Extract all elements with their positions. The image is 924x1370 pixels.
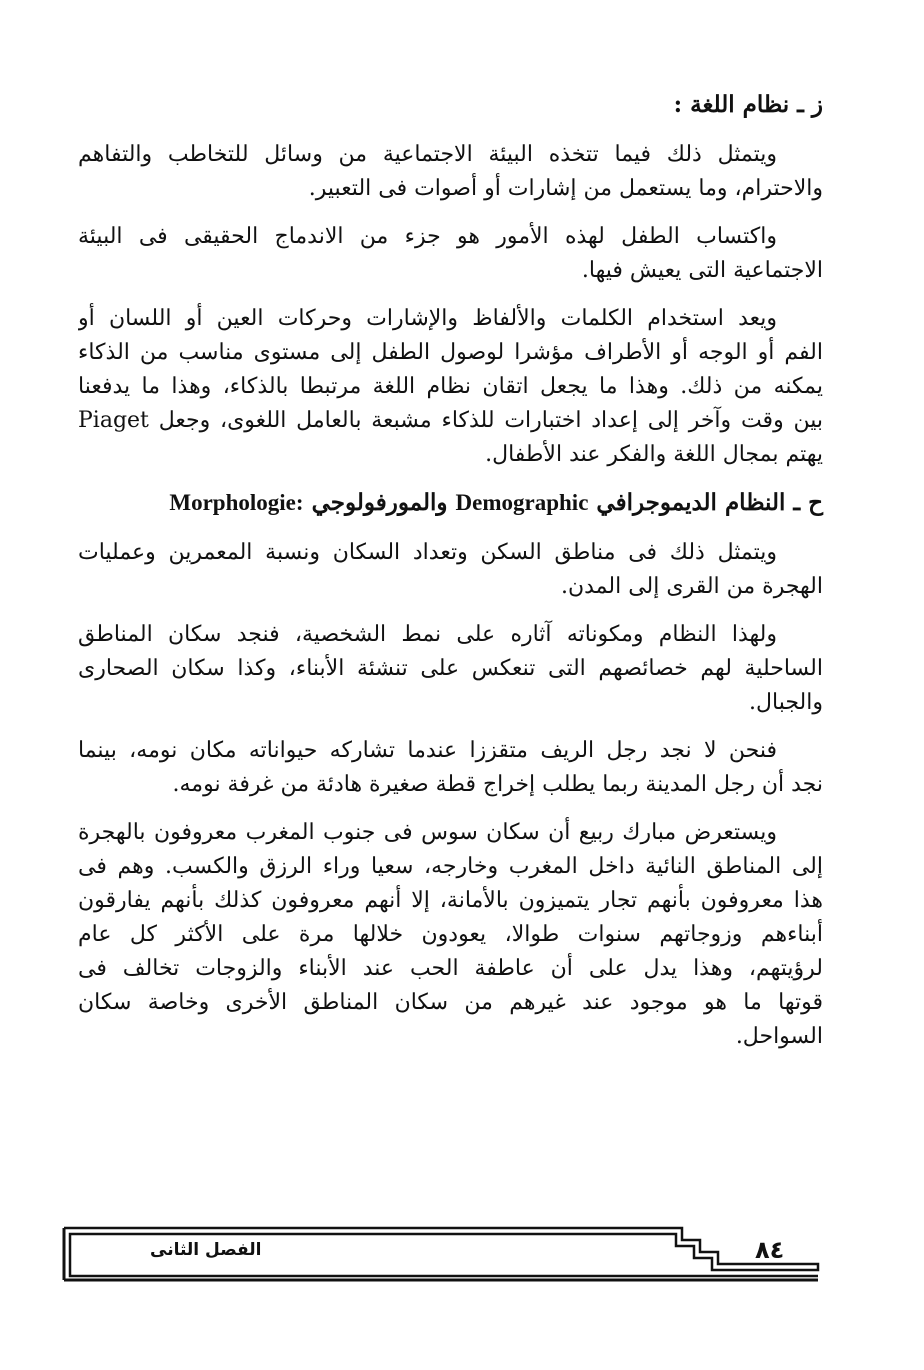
text-line: ولهذا النظام ومكوناته آثاره على نمط الشخصية، فنجد سكان المناطق [78, 622, 777, 647]
text-line: يهتم بمجال اللغة والفكر عند الأطفال. [485, 442, 823, 467]
section-heading-language: ز ـ نظام اللغة : [673, 91, 823, 118]
text-line: نجد أن رجل المدينة ربما يطلب إخراج قطة صغيرة هادئة من غرفة نومه. [172, 772, 823, 797]
text-line: الفم أو الوجه أو الأطراف مؤشرا لوصول الطفل إلى مستوى مناسب من الذكاء [78, 340, 823, 365]
heading-prefix: ح ـ النظام الديموجرافي [596, 489, 823, 516]
text-line: فنحن لا نجد رجل الريف متقززا عندما تشاركه حيواناته مكان نومه، بينما [78, 738, 777, 763]
text-line: الهجرة من القرى إلى المدن. [560, 574, 823, 599]
text-line: الاجتماعية التى يعيش فيها. [581, 258, 823, 283]
paragraph [78, 302, 823, 472]
page-body [78, 88, 823, 1054]
text-line: السواحل. [735, 1024, 823, 1049]
text-line: أبناءهم وزوجاتهم سنوات طوالا، يعودون خلالها مرة على الأكثر كل عام [78, 922, 823, 947]
text-line: بين وقت وآخر إلى إعداد اختبارات للذكاء مشبعة بالعامل اللغوى، وجعل Piaget [78, 408, 823, 433]
paragraph [78, 220, 823, 288]
paragraph [78, 536, 823, 604]
section-heading-demographic [78, 486, 823, 522]
text-line: والجبال. [749, 690, 823, 715]
text-line: ويتمثل ذلك فيما تتخذه البيئة الاجتماعية من وسائل للتخاطب والتفاهم [78, 142, 777, 167]
text-line: هذا معروفون بأنهم تجار يتميزون بالأمانة، إلا أنهم معروفون كذلك بأنهم يفارقون [78, 888, 823, 913]
text-line: لرؤيتهم، وهذا يدل على أن عاطفة الحب عند الأبناء والزوجات تخالف فى [78, 956, 823, 981]
page-footer [62, 1222, 820, 1288]
text-line: واكتساب الطفل لهذه الأمور هو جزء من الاندماج الحقيقى فى البيئة [78, 224, 777, 249]
heading-term-morphologie: Morphologie [169, 490, 296, 515]
paragraph [78, 734, 823, 802]
text-line: ويعد استخدام الكلمات والألفاظ والإشارات وحركات العين أو اللسان أو [78, 306, 777, 331]
paragraph [78, 816, 823, 1054]
text-line: والاحترام، وما يستعمل من إشارات أو أصوات فى التعبير. [308, 176, 823, 201]
heading-colon: : [295, 490, 304, 515]
text-line: ويتمثل ذلك فى مناطق السكن وتعداد السكان ونسبة المعمرين وعمليات [78, 540, 777, 565]
text-line: ويستعرض مبارك ربيع أن سكان سوس فى جنوب المغرب معروفون بالهجرة [78, 820, 777, 845]
text-line: إلى المناطق النائية داخل المغرب وخارجه، سعيا وراء الرزق والكسب. وهم فى [78, 854, 823, 879]
text-line: الساحلية لهم خصائصهم التى تنعكس على تنشئة الأبناء، وكذا سكان الصحارى [78, 656, 823, 681]
paragraph [78, 138, 823, 206]
text-line: قوتها ما هو موجود عند غيرهم من سكان المناطق الأخرى وخاصة سكان [78, 990, 823, 1015]
text-line: يمكنه من ذلك. وهذا ما يجعل اتقان نظام اللغة مرتبطا بالذكاء، وهذا ما يدفعنا [78, 374, 823, 399]
heading-term-demographic: Demographic [455, 490, 589, 515]
page-number: ٨٤ [755, 1236, 785, 1264]
heading-mid: والمورفولوجي [311, 489, 448, 516]
paragraph [78, 618, 823, 720]
chapter-label: الفصل الثانى [150, 1240, 262, 1260]
